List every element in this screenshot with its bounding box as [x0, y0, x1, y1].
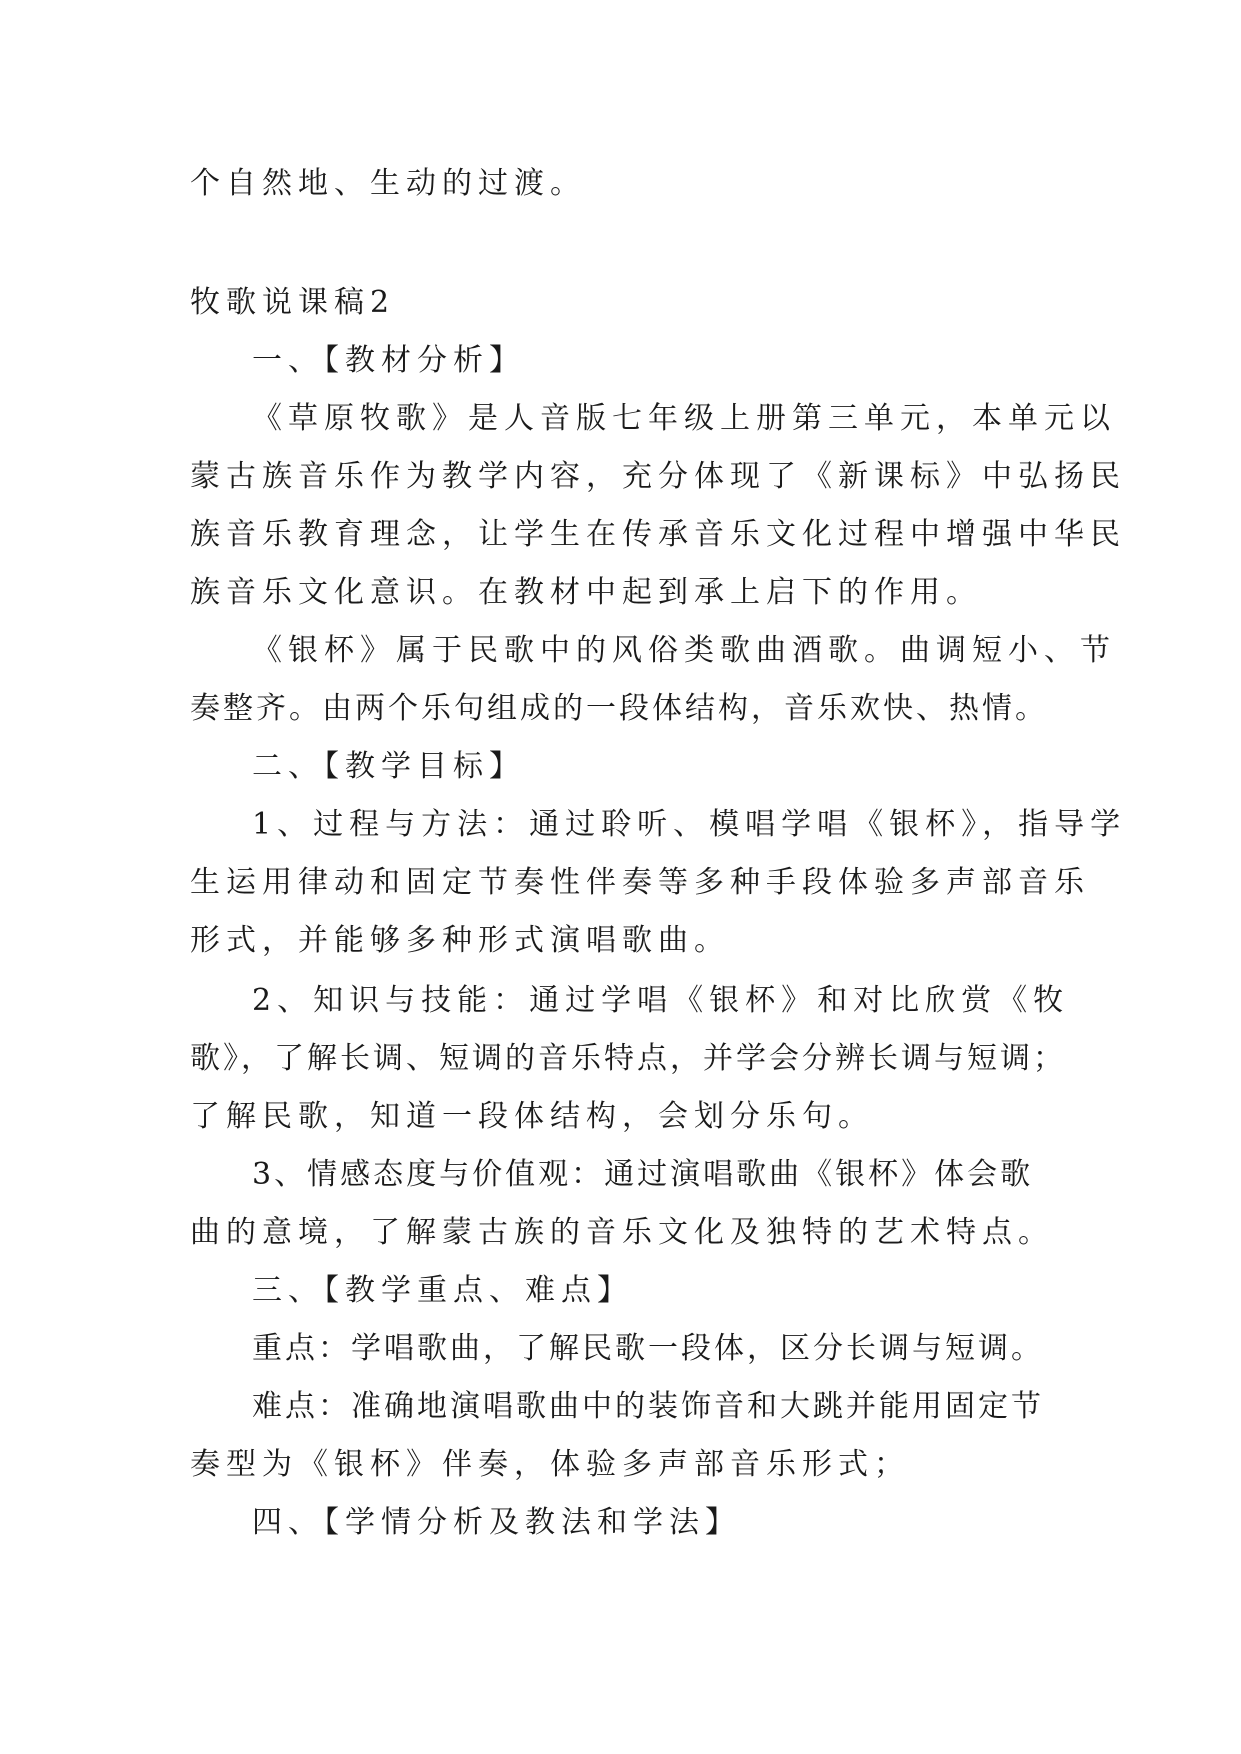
paragraph-line: 《银杯》属于民歌中的风俗类歌曲酒歌。曲调短小、节 — [252, 633, 1116, 668]
paragraph-line: 3、情感态度与价值观：通过演唱歌曲《银杯》体会歌 — [252, 1157, 1034, 1192]
paragraph-line: 个自然地、生动的过渡。 — [190, 166, 586, 201]
paragraph-line: 生运用律动和固定节奏性伴奏等多种手段体验多声部音乐 — [190, 865, 1090, 900]
paragraph-line: 了解民歌，知道一段体结构，会划分乐句。 — [190, 1099, 874, 1134]
paragraph-line: 形式，并能够多种形式演唱歌曲。 — [190, 923, 730, 958]
paragraph-line: 奏型为《银杯》伴奏，体验多声部音乐形式； — [190, 1447, 910, 1482]
paragraph-line: 蒙古族音乐作为教学内容，充分体现了《新课标》中弘扬民 — [190, 459, 1126, 494]
heading-textbook-analysis: 一、【教材分析】 — [252, 343, 525, 378]
paragraph-line: 族音乐教育理念，让学生在传承音乐文化过程中增强中华民 — [190, 517, 1126, 552]
paragraph-line: 2、知识与技能：通过学唱《银杯》和对比欣赏《牧 — [252, 983, 1070, 1018]
paragraph-line: 曲的意境，了解蒙古族的音乐文化及独特的艺术特点。 — [190, 1215, 1054, 1250]
heading-key-points: 三、【教学重点、难点】 — [252, 1273, 633, 1308]
paragraph-line: 歌》，了解长调、短调的音乐特点，并学会分辨长调与短调； — [190, 1041, 1066, 1076]
paragraph-line: 族音乐文化意识。在教材中起到承上启下的作用。 — [190, 575, 982, 610]
heading-teaching-goals: 二、【教学目标】 — [252, 749, 525, 784]
section-title: 牧歌说课稿2 — [190, 285, 396, 320]
paragraph-line: 重点：学唱歌曲，了解民歌一段体，区分长调与短调。 — [252, 1331, 1044, 1366]
paragraph-line: 《草原牧歌》是人音版七年级上册第三单元，本单元以 — [252, 401, 1116, 436]
paragraph-line: 奏整齐。由两个乐句组成的一段体结构，音乐欢快、热情。 — [190, 691, 1048, 726]
heading-learning-analysis: 四、【学情分析及教法和学法】 — [252, 1505, 741, 1540]
paragraph-line: 难点：准确地演唱歌曲中的装饰音和大跳并能用固定节 — [252, 1389, 1044, 1424]
paragraph-line: 1、过程与方法：通过聆听、模唱学唱《银杯》，指导学 — [252, 807, 1127, 842]
